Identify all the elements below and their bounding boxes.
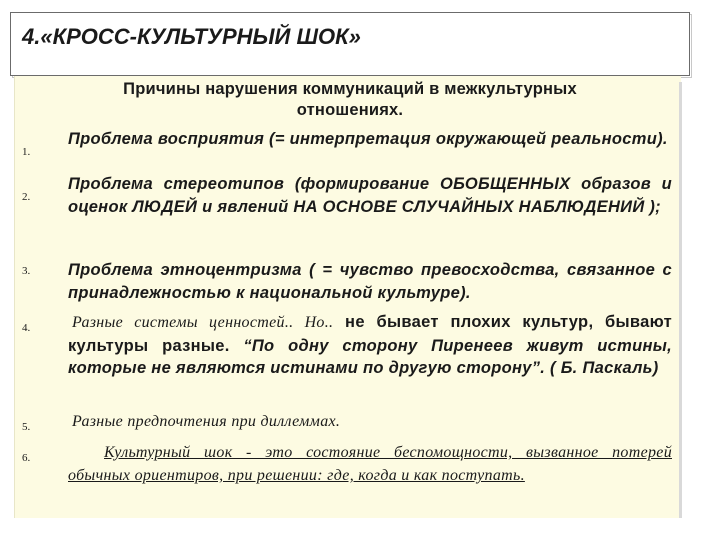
list-item-4 [68, 311, 672, 380]
item-number-3: 3. [22, 265, 31, 277]
subtitle-line-1: Причины нарушения коммуникаций в межкультурных [123, 80, 577, 98]
item-number-6: 6. [22, 452, 31, 464]
item-4-quote-part: “По одну сторону Пиренеев живут истины, которые не являются истинами по другую сторону”. ( Б. Паскаль) [68, 336, 672, 377]
item-number-2: 2. [22, 191, 31, 203]
content-panel-shadow [679, 82, 682, 518]
item-4-serif-part: Разные системы ценностей.. Но.. [72, 314, 334, 331]
subtitle-line-2: отношениях. [296, 101, 404, 119]
list-item-1: Проблема восприятия (= интерпретация окружающей реальности). [68, 130, 668, 148]
item-4-upright-part: не бывает плохих культур, бывают культуры разные. [68, 313, 673, 355]
list-item-5: Разные предпочтения при диллеммах. [72, 413, 341, 430]
subtitle [60, 79, 640, 121]
item-number-1: 1. [22, 146, 31, 158]
slide-title: 4.«КРОСС-КУЛЬТУРНЫЙ ШОК» [22, 24, 361, 49]
item-number-5: 5. [22, 421, 31, 433]
list-item-6: Культурный шок - это состояние беспомощности, вызванное потерей обычных ориентиров, при решении: где, когда и как поступать. [68, 444, 672, 484]
list-item-2: Проблема стереотипов (формирование ОБОБЩЕННЫХ образов и оценок ЛЮДЕЙ и явлений НА ОСНОВЕ СЛУЧАЙНЫХ НАБЛЮДЕНИЙ ); [68, 175, 672, 216]
item-number-4: 4. [22, 322, 31, 334]
list-item-3: Проблема этноцентризма ( = чувство превосходства, связанное с принадлежностью к национальной культуре). [68, 261, 672, 302]
